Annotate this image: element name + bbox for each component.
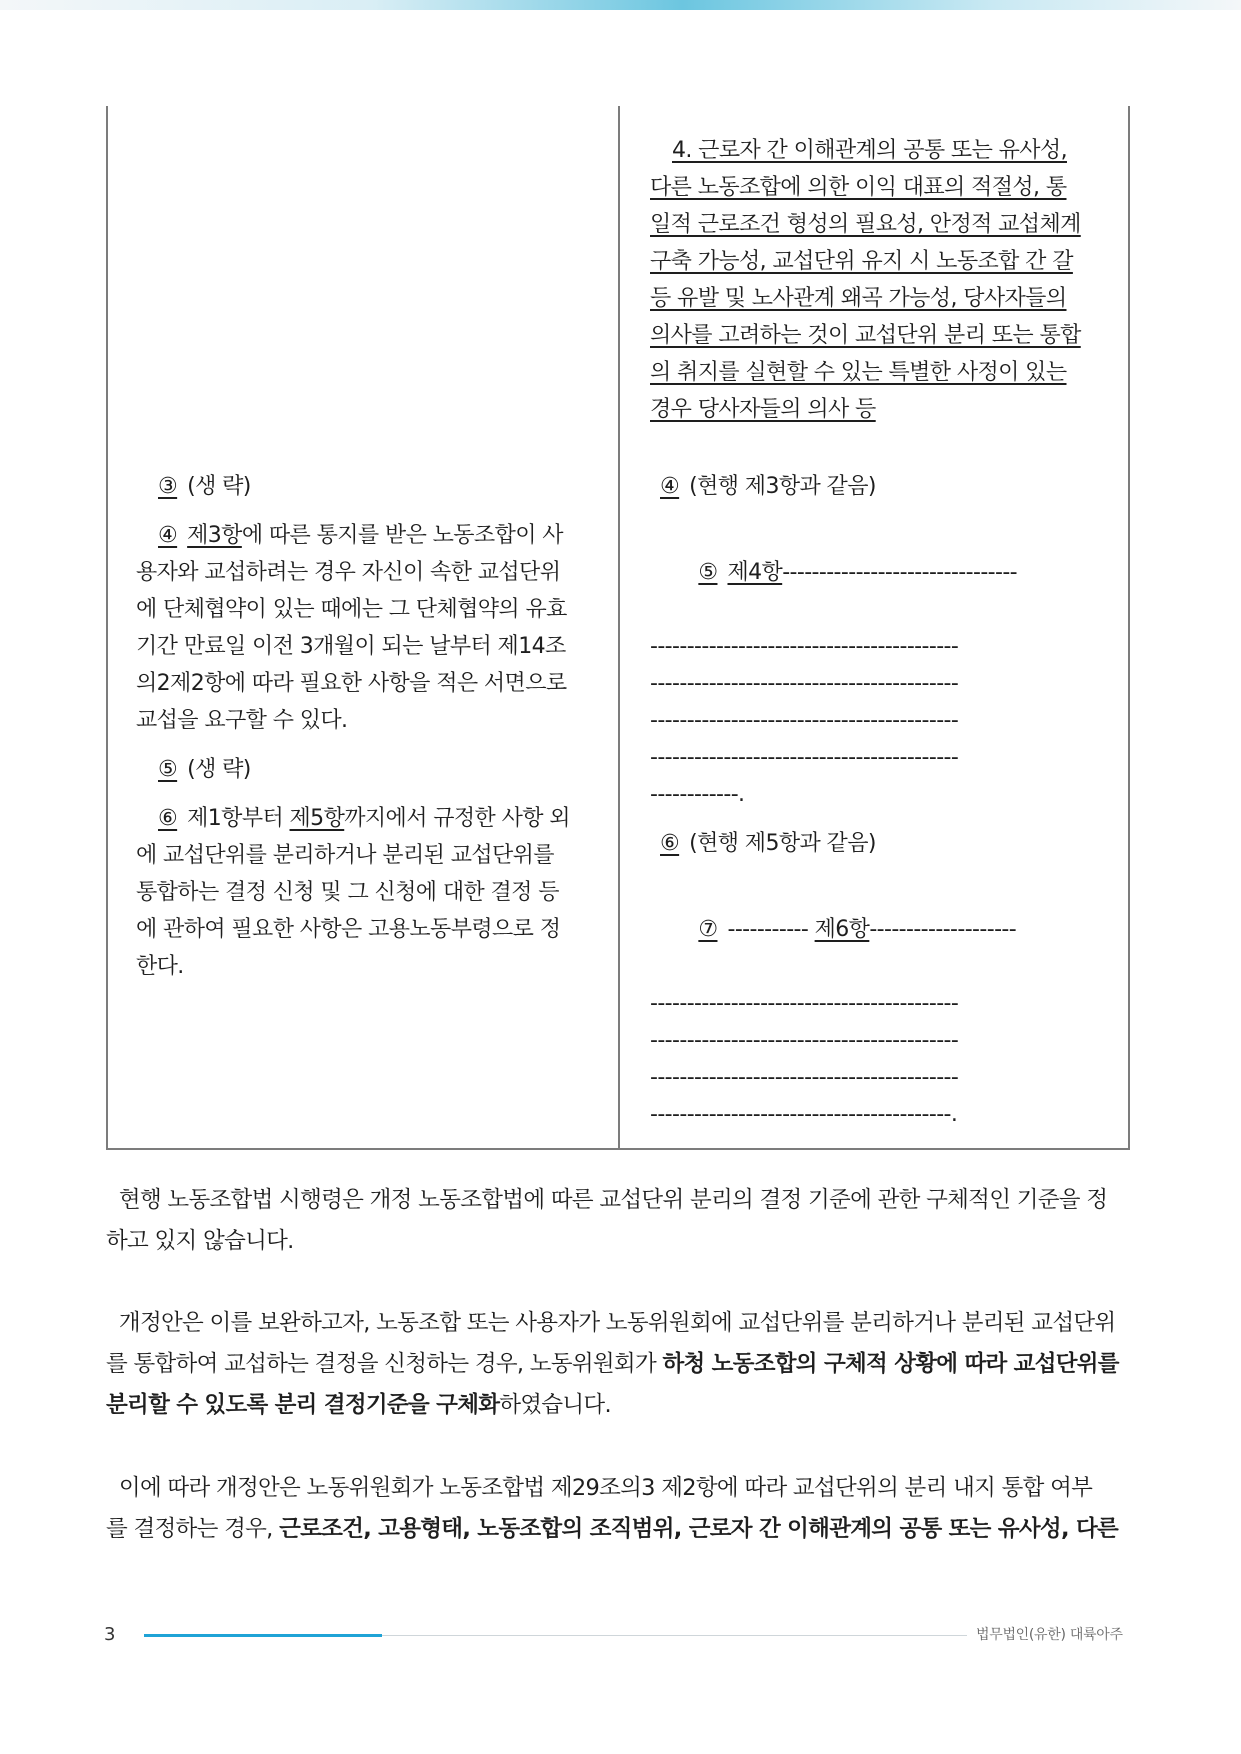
paragraph-number: ③ (158, 474, 178, 499)
body-line: 이에 따라 개정안은 노동위원회가 노동조합법 제29조의3 제2항에 따라 교섭단위의 분리 내지 통합 여부 (106, 1475, 1093, 1501)
paragraph-number: ⑦ (698, 917, 718, 942)
paragraph-number: ④ (158, 523, 178, 548)
paragraph-text: (생 략) (187, 474, 251, 499)
paragraph-number: ④ (660, 474, 680, 499)
body-text-span: 를 결정하는 경우, (106, 1516, 280, 1542)
right-paragraph-5 (650, 517, 1105, 628)
row-tick-left (106, 451, 108, 461)
body-line: 현행 노동조합법 시행령은 개정 노동조합법에 따른 교섭단위 분리의 결정 기준에 관한 구체적인 기준을 정 (106, 1187, 1108, 1213)
row-tick-middle (618, 451, 620, 461)
paragraph-line: ------------------------------------------ (650, 634, 959, 659)
paragraph-line: ------------------------------------------ (650, 708, 959, 733)
paragraph-text: (생 략) (187, 757, 251, 782)
paragraph-number: ⑥ (158, 806, 178, 831)
clause-line: 의사를 고려하는 것이 교섭단위 분리 또는 통합 (650, 323, 1081, 348)
paragraph-text: ----------- (727, 917, 815, 942)
paragraph-line: 에 교섭단위를 분리하거나 분리된 교섭단위를 (136, 843, 554, 868)
paragraph-text: 제1항부터 (187, 806, 290, 831)
left-paragraph-3 (136, 468, 596, 505)
right-paragraph-4 (650, 468, 1105, 505)
clause-line: 일적 근로조건 형성의 필요성, 안정적 교섭체계 (650, 212, 1081, 237)
clause-line: 등 유발 및 노사관계 왜곡 가능성, 당사자들의 (650, 286, 1067, 311)
paragraph-line: 통합하는 결정 신청 및 그 신청에 대한 결정 등 (136, 880, 559, 905)
paragraph-ref: 제4항 (727, 560, 783, 585)
paragraph-ref: 제3항 (187, 523, 242, 548)
paragraph-ref: 제5항 (289, 806, 345, 831)
left-paragraph-6 (136, 800, 596, 837)
paragraph-number: ⑤ (698, 560, 718, 585)
paragraph-line: ------------------------------------------ (650, 1028, 959, 1053)
paragraph-line: 에 단체협약이 있는 때에는 그 단체협약의 유효 (136, 597, 567, 622)
top-accent-bar (0, 0, 1241, 10)
left-paragraph-4 (136, 517, 596, 554)
clause-line: 경우 당사자들의 의사 등 (650, 397, 876, 422)
left-column (136, 468, 596, 985)
body-paragraph-2 (106, 1303, 1130, 1426)
clause-line: 다른 노동조합에 의한 이익 대표의 적절성, 통 (650, 175, 1067, 200)
paragraph-line: 용자와 교섭하려는 경우 자신이 속한 교섭단위 (136, 560, 561, 585)
clause-line: 구축 가능성, 교섭단위 유지 시 노동조합 간 갈 (650, 249, 1073, 274)
body-paragraph-1 (106, 1180, 1130, 1262)
body-line (106, 1509, 1130, 1550)
paragraph-text: (현행 제5항과 같음) (689, 831, 876, 856)
row-tick-right (1128, 451, 1130, 461)
footer-brand: 법무법인(유한) 대륙아주 (976, 1627, 1123, 1643)
right-paragraph-7 (650, 874, 1105, 985)
right-column (650, 468, 1105, 1133)
body-paragraph-3 (106, 1468, 1130, 1550)
paragraph-text: (현행 제3항과 같음) (689, 474, 876, 499)
paragraph-number: ⑤ (158, 757, 178, 782)
body-bold-span: 하청 노동조합의 구체적 상황에 따라 교섭단위를 (662, 1351, 1119, 1377)
body-bold-span: 분리할 수 있도록 분리 결정기준을 구체화 (106, 1392, 500, 1418)
paragraph-ref: 제6항 (814, 917, 870, 942)
paragraph-line: 기간 만료일 이전 3개월이 되는 날부터 제14조 (136, 634, 566, 659)
page-number: 3 (104, 1624, 116, 1645)
body-line: 개정안은 이를 보완하고자, 노동조합 또는 사용자가 노동위원회에 교섭단위를 분리하거나 분리된 교섭단위 (106, 1310, 1116, 1336)
clause-line: 의 취지를 실현할 수 있는 특별한 사정이 있는 (650, 360, 1067, 385)
paragraph-line: -----------------------------------------. (650, 1102, 958, 1127)
paragraph-text: 에 따른 통지를 받은 노동조합이 사 (241, 523, 563, 548)
body-line: 하고 있지 않습니다. (106, 1228, 294, 1254)
paragraph-number: ⑥ (660, 831, 680, 856)
body-line (106, 1344, 1130, 1385)
paragraph-line: ------------------------------------------ (650, 1065, 959, 1090)
body-text-span: 를 통합하여 교섭하는 결정을 신청하는 경우, 노동위원회가 (106, 1351, 663, 1377)
clause-line: 4. 근로자 간 이해관계의 공통 또는 유사성, (672, 138, 1067, 163)
footer-rule (382, 1635, 967, 1636)
paragraph-line: ------------------------------------------ (650, 991, 959, 1016)
left-paragraph-5 (136, 751, 596, 788)
paragraph-line: 한다. (136, 954, 184, 979)
paragraph-line: ------------------------------------------ (650, 745, 959, 770)
paragraph-text: -------------------- (869, 917, 1017, 942)
body-bold-span: 근로조건, 고용형태, 노동조합의 조직범위, 근로자 간 이해관계의 공통 또는 유사성, 다른 (279, 1516, 1119, 1542)
paragraph-text: -------------------------------- (782, 560, 1018, 585)
paragraph-line: 교섭을 요구할 수 있다. (136, 708, 348, 733)
right-top-clause (650, 132, 1090, 428)
paragraph-line: 의2제2항에 따라 필요한 사항을 적은 서면으로 (136, 671, 567, 696)
paragraph-line: 에 관하여 필요한 사항은 고용노동부령으로 정 (136, 917, 561, 942)
paragraph-line: ------------------------------------------ (650, 671, 959, 696)
comparison-table (106, 106, 1130, 1150)
footer-accent-line (144, 1634, 382, 1637)
right-paragraph-6 (650, 825, 1105, 862)
paragraph-text: 까지에서 규정한 사항 외 (344, 806, 570, 831)
body-text-span: 하였습니다. (499, 1392, 611, 1418)
body-line (106, 1385, 1130, 1426)
column-divider (618, 106, 620, 1148)
paragraph-line: ------------. (650, 782, 745, 807)
